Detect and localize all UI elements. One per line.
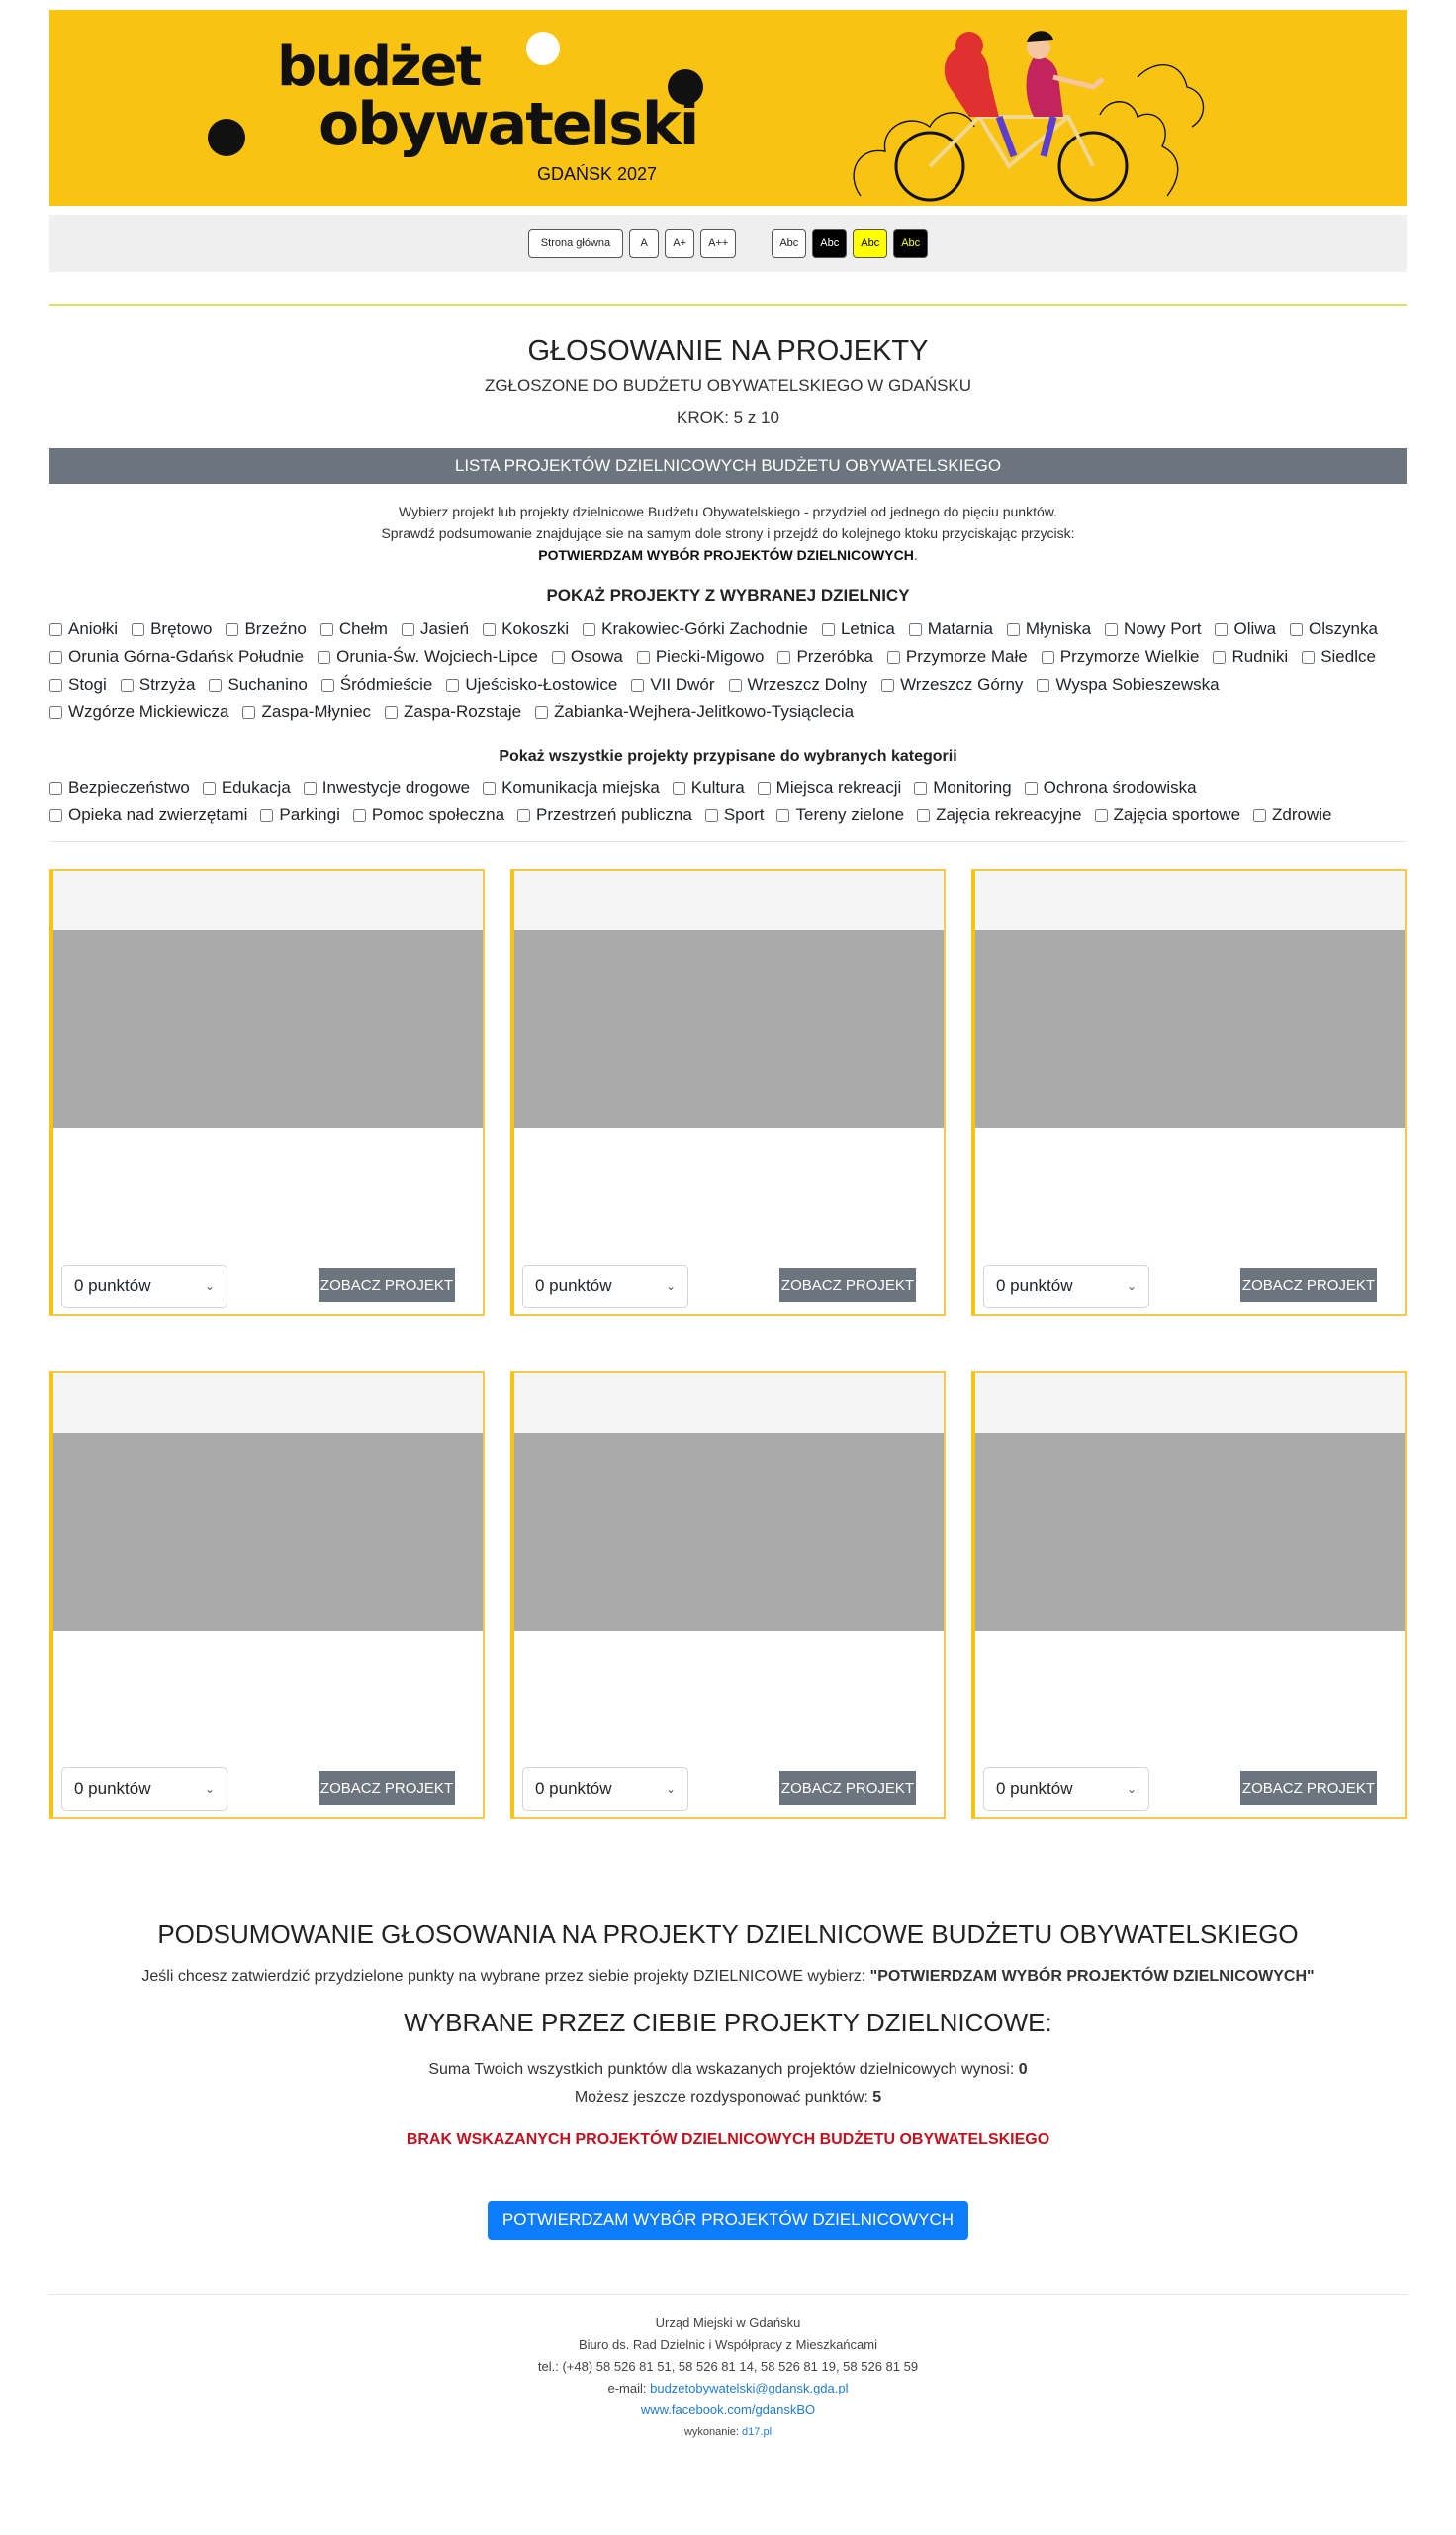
- font-size-large-button[interactable]: A+: [665, 229, 694, 258]
- category-filter-checkbox[interactable]: [758, 782, 771, 795]
- project-card-header: [975, 1373, 1405, 1433]
- category-filter-option[interactable]: [917, 805, 1081, 825]
- font-size-xlarge-button[interactable]: A++: [700, 229, 736, 258]
- district-filter-checkbox[interactable]: [1037, 679, 1049, 692]
- category-filter-checkbox[interactable]: [353, 809, 366, 822]
- project-card: [49, 869, 485, 1316]
- district-filter-checkbox[interactable]: [402, 623, 414, 636]
- district-filter-option[interactable]: [318, 647, 538, 667]
- category-filter-checkbox[interactable]: [49, 809, 62, 822]
- district-filter-option[interactable]: [226, 619, 306, 639]
- footer-dept: Biuro ds. Rad Dzielnic i Współpracy z Mieszkańcami: [579, 2337, 877, 2352]
- points-select-value: 0 punktów: [996, 1276, 1073, 1295]
- chevron-down-icon: ⌄: [665, 1279, 676, 1293]
- contrast-black-on-yellow-button[interactable]: Abc: [853, 229, 887, 258]
- district-filter-option[interactable]: [242, 703, 371, 722]
- accessibility-toolbar: [49, 215, 1407, 272]
- category-filter-label: Tereny zielone: [795, 805, 905, 824]
- district-filter-option[interactable]: [1105, 619, 1201, 639]
- project-image-placeholder: [975, 1433, 1405, 1631]
- chevron-down-icon: ⌄: [204, 1279, 215, 1293]
- district-filter-label: Oliwa: [1233, 619, 1276, 638]
- footer-email-link[interactable]: budzetobywatelski@gdansk.gda.pl: [650, 2381, 849, 2395]
- points-select[interactable]: [983, 1767, 1149, 1811]
- district-filter-checkbox[interactable]: [49, 706, 62, 719]
- category-filter-option[interactable]: [260, 805, 339, 825]
- district-filter-label: Wzgórze Mickiewicza: [68, 703, 229, 721]
- district-filter-label: VII Dwór: [650, 675, 715, 694]
- category-filter-label: Parkingi: [279, 805, 340, 824]
- district-filter-checkbox[interactable]: [1213, 651, 1226, 664]
- district-filter-option[interactable]: [121, 675, 196, 695]
- district-filter-option[interactable]: [132, 619, 212, 639]
- district-filter-checkbox[interactable]: [49, 679, 62, 692]
- district-filter-checkbox[interactable]: [209, 679, 222, 692]
- district-filter-label: Przeróbka: [796, 647, 873, 666]
- footer-tel: tel.: (+48) 58 526 81 51, 58 526 81 14, 58 526 81 19, 58 526 81 59: [537, 2359, 919, 2374]
- district-filter-checkbox[interactable]: [226, 623, 238, 636]
- district-filter-label: Nowy Port: [1124, 619, 1202, 638]
- district-filter-label: Wyspa Sobieszewska: [1055, 675, 1220, 694]
- project-image-placeholder: [514, 1433, 944, 1631]
- district-filter-checkbox[interactable]: [729, 679, 742, 692]
- chevron-down-icon: ⌄: [665, 1782, 676, 1796]
- district-filter-label: Chełm: [338, 619, 388, 638]
- category-filter-label: Sport: [723, 805, 765, 824]
- district-filter-checkbox[interactable]: [1105, 623, 1118, 636]
- district-filter-option[interactable]: [49, 675, 107, 695]
- view-project-button[interactable]: ZOBACZ PROJEKT: [779, 1268, 916, 1302]
- district-filter-label: Zaspa-Młyniec: [261, 703, 372, 721]
- logo-text-line1: budżet: [277, 35, 481, 99]
- category-filter-list: [49, 778, 1407, 825]
- district-filter-label: Młyniska: [1025, 619, 1092, 638]
- district-filter-label: Kokoszki: [501, 619, 570, 638]
- district-filter-checkbox[interactable]: [49, 651, 62, 664]
- category-filter-option[interactable]: [673, 778, 745, 798]
- district-filter-label: Olszynka: [1308, 619, 1378, 638]
- intro-line: Wybierz projekt lub projekty dzielnicowe Budżetu Obywatelskiego - przydziel od jednego do pięciu punktów.: [398, 504, 1057, 519]
- footer-facebook-link[interactable]: www.facebook.com/gdanskBO: [640, 2402, 816, 2417]
- district-filter-checkbox[interactable]: [1290, 623, 1303, 636]
- district-filter-label: Letnica: [840, 619, 895, 638]
- divider: [49, 841, 1407, 842]
- footer: Urząd Miejski w Gdańsku Biuro ds. Rad Dzielnic i Współpracy z Mieszkańcami tel.: (+48) 58 526 81 51, 58 526 81 14, 58 526 81 19, 58 526 81 59 e-mail: budzetobywatelski@gdansk.gda.pl www.facebook.com/gdanskBO wykonanie: d17.pl: [49, 2312, 1407, 2443]
- category-filter-checkbox[interactable]: [705, 809, 718, 822]
- district-filter-option[interactable]: [1037, 675, 1219, 695]
- category-filter-checkbox[interactable]: [917, 809, 930, 822]
- district-filter-option[interactable]: [1215, 619, 1276, 639]
- logo-dot-black: [208, 119, 245, 156]
- district-filter-option[interactable]: [777, 647, 872, 667]
- tandem-bicycle-illustration-icon: [841, 18, 1256, 206]
- district-filter-label: Przymorze Wielkie: [1059, 647, 1200, 666]
- district-filter-option[interactable]: [822, 619, 895, 639]
- points-select[interactable]: [522, 1767, 688, 1811]
- category-filter-label: Monitoring: [933, 778, 1012, 797]
- district-filter-label: Osowa: [570, 647, 623, 666]
- district-filter-label: Zaspa-Rozstaje: [404, 703, 522, 721]
- district-filter-list: [49, 619, 1407, 722]
- category-filter-option[interactable]: [517, 805, 692, 825]
- district-filter-label: Krakowiec-Górki Zachodnie: [601, 619, 808, 638]
- district-filter-option[interactable]: [1302, 647, 1376, 667]
- page-subtitle: ZGŁOSZONE DO BUDŻETU OBYWATELSKIEGO W GDAŃSKU: [484, 376, 972, 395]
- district-filter-checkbox[interactable]: [132, 623, 144, 636]
- points-summary: Suma Twoich wszystkich punktów dla wskazanych projektów dzielnicowych wynosi: 0 Możesz jeszcze rozdysponować punktów: 5: [428, 2061, 1028, 2106]
- category-filter-label: Edukacja: [221, 778, 291, 797]
- category-filter-label: Komunikacja miejska: [501, 778, 660, 797]
- district-filter-label: Orunia-Św. Wojciech-Lipce: [336, 647, 538, 666]
- district-filter-label: Aniołki: [68, 619, 119, 638]
- view-project-button[interactable]: ZOBACZ PROJEKT: [1240, 1771, 1377, 1805]
- category-filter-label: Opieka nad zwierzętami: [68, 805, 248, 824]
- project-card-header: [975, 871, 1405, 930]
- points-select-value: 0 punktów: [74, 1779, 151, 1798]
- view-project-button[interactable]: ZOBACZ PROJEKT: [318, 1771, 455, 1805]
- contrast-yellow-on-black-button[interactable]: Abc: [893, 229, 928, 258]
- header-banner: [49, 10, 1407, 206]
- district-filter-option[interactable]: [402, 619, 469, 639]
- category-filter-checkbox[interactable]: [49, 782, 62, 795]
- category-filter-option[interactable]: [49, 778, 190, 798]
- chosen-projects-title: WYBRANE PRZEZ CIEBIE PROJEKTY DZIELNICOWE:: [404, 2008, 1052, 2037]
- project-image-placeholder: [514, 930, 944, 1128]
- points-select[interactable]: [983, 1265, 1149, 1308]
- district-filter-label: Przymorze Małe: [905, 647, 1028, 666]
- district-filter-checkbox[interactable]: [446, 679, 459, 692]
- no-projects-message: BRAK WSKAZANYCH PROJEKTÓW DZIELNICOWYCH BUDŻETU OBYWATELSKIEGO: [406, 2131, 1050, 2148]
- category-filter-checkbox[interactable]: [673, 782, 685, 795]
- project-image-placeholder: [53, 1433, 483, 1631]
- category-filter-option[interactable]: [353, 805, 504, 825]
- district-filter-checkbox[interactable]: [637, 651, 650, 664]
- district-filter-option[interactable]: [483, 619, 569, 639]
- summary-title: PODSUMOWANIE GŁOSOWANIA NA PROJEKTY DZIELNICOWE BUDŻETU OBYWATELSKIEGO: [157, 1920, 1299, 1949]
- intro-text: [49, 501, 1407, 566]
- district-filter-label: Brzeźno: [244, 619, 307, 638]
- font-size-normal-button[interactable]: A: [629, 229, 659, 258]
- intro-confirm-label: POTWIERDZAM WYBÓR PROJEKTÓW DZIELNICOWYCH: [538, 547, 914, 563]
- district-filter-option[interactable]: [209, 675, 307, 695]
- category-filter-label: Inwestycje drogowe: [321, 778, 471, 797]
- district-filter-label: Stogi: [68, 675, 107, 694]
- district-filter-label: Piecki-Migowo: [655, 647, 765, 666]
- district-filter-label: Jasień: [419, 619, 470, 638]
- district-filter-option[interactable]: [1042, 647, 1200, 667]
- category-filter-label: Przestrzeń publiczna: [536, 805, 692, 824]
- category-filter-checkbox[interactable]: [260, 809, 273, 822]
- category-filter-option[interactable]: [1025, 778, 1197, 798]
- district-filter-checkbox[interactable]: [121, 679, 134, 692]
- district-filter-option[interactable]: [729, 675, 868, 695]
- district-filter-checkbox[interactable]: [1007, 623, 1020, 636]
- contrast-default-button[interactable]: Abc: [772, 229, 806, 258]
- district-filter-checkbox[interactable]: [1042, 651, 1054, 664]
- district-filter-label: Strzyża: [138, 675, 196, 694]
- category-filter-checkbox[interactable]: [1095, 809, 1108, 822]
- footer-org: Urząd Miejski w Gdańsku: [655, 2315, 801, 2330]
- points-select-value: 0 punktów: [535, 1779, 612, 1798]
- district-filter-label: Suchanino: [228, 675, 308, 694]
- points-select[interactable]: [61, 1265, 228, 1308]
- category-filter-option[interactable]: [758, 778, 902, 798]
- category-filter-option[interactable]: [1095, 805, 1241, 825]
- summary-note-bold: "POTWIERDZAM WYBÓR PROJEKTÓW DZIELNICOWYCH": [869, 1968, 1315, 1985]
- district-filter-option[interactable]: [535, 703, 854, 722]
- points-remaining-value: 5: [872, 2089, 882, 2106]
- divider: [49, 304, 1407, 306]
- district-filter-checkbox[interactable]: [552, 651, 565, 664]
- chevron-down-icon: ⌄: [1126, 1279, 1137, 1293]
- points-select-value: 0 punktów: [535, 1276, 612, 1295]
- project-image-placeholder: [975, 930, 1405, 1128]
- district-filter-label: Rudniki: [1231, 647, 1289, 666]
- project-card: [510, 869, 946, 1316]
- chevron-down-icon: ⌄: [1126, 1782, 1137, 1796]
- district-filter-checkbox[interactable]: [242, 706, 255, 719]
- district-filter-checkbox[interactable]: [822, 623, 835, 636]
- district-filter-option[interactable]: [552, 647, 623, 667]
- project-grid: [49, 869, 1407, 1819]
- district-filter-checkbox[interactable]: [777, 651, 790, 664]
- home-button[interactable]: Strona główna: [528, 229, 623, 258]
- district-filter-label: Matarnia: [927, 619, 993, 638]
- district-filter-label: Żabianka-Wejhera-Jelitkowo-Tysiąclecia: [554, 703, 855, 721]
- district-filter-checkbox[interactable]: [321, 679, 334, 692]
- divider: [49, 2294, 1407, 2295]
- district-filter-checkbox[interactable]: [1302, 651, 1315, 664]
- points-select-value: 0 punktów: [996, 1779, 1073, 1798]
- district-filter-checkbox[interactable]: [535, 706, 548, 719]
- intro-line: Sprawdź podsumowanie znajdujące sie na samym dole strony i przejdź do kolejnego ktoku przyciskając przycisk:: [381, 525, 1075, 541]
- category-filter-option[interactable]: [1253, 805, 1331, 825]
- district-filter-checkbox[interactable]: [49, 623, 62, 636]
- category-filter-checkbox[interactable]: [203, 782, 216, 795]
- district-filter-checkbox[interactable]: [385, 706, 398, 719]
- district-filter-label: Wrzeszcz Dolny: [747, 675, 868, 694]
- district-filter-option[interactable]: [321, 675, 433, 695]
- logo-dot-white: [526, 32, 560, 65]
- district-filter-label: Orunia Górna-Gdańsk Południe: [68, 647, 305, 666]
- view-project-button[interactable]: ZOBACZ PROJEKT: [779, 1771, 916, 1805]
- page-title: GŁOSOWANIE NA PROJEKTY: [527, 335, 929, 367]
- step-indicator: KROK: 5 z 10: [677, 408, 779, 426]
- project-card: [971, 869, 1407, 1316]
- category-filter-label: Pomoc społeczna: [371, 805, 505, 824]
- category-filter-label: Zajęcia sportowe: [1113, 805, 1241, 824]
- category-filter-checkbox[interactable]: [1025, 782, 1038, 795]
- district-filter-label: Wrzeszcz Górny: [900, 675, 1024, 694]
- district-filter-option[interactable]: [909, 619, 993, 639]
- logo-city: GDAŃSK 2027: [537, 164, 658, 184]
- category-filter-option[interactable]: [49, 805, 247, 825]
- contrast-white-on-black-button[interactable]: Abc: [812, 229, 847, 258]
- district-filter-option[interactable]: [446, 675, 617, 695]
- points-sum-value: 0: [1018, 2061, 1028, 2078]
- district-filter-option[interactable]: [1213, 647, 1288, 667]
- footer-credit-link[interactable]: d17.pl: [742, 2426, 773, 2438]
- district-filter-label: Śródmieście: [339, 675, 433, 694]
- district-filter-option[interactable]: [583, 619, 808, 639]
- view-project-button[interactable]: ZOBACZ PROJEKT: [1240, 1268, 1377, 1302]
- summary-note: Jeśli chcesz zatwierdzić przydzielone punkty na wybrane przez siebie projekty DZIELNICOWE wybierz: "POTWIERDZAM WYBÓR PROJEKTÓW DZIELNICOWYCH": [141, 1968, 1315, 1985]
- points-select-value: 0 punktów: [74, 1276, 151, 1295]
- category-filter-checkbox[interactable]: [517, 809, 530, 822]
- category-filter-label: Ochrona środowiska: [1043, 778, 1197, 797]
- project-card-header: [514, 1373, 944, 1433]
- district-filter-checkbox[interactable]: [881, 679, 894, 692]
- category-filter-checkbox[interactable]: [304, 782, 317, 795]
- district-filter-option[interactable]: [887, 647, 1028, 667]
- district-filter-label: Ujeścisko-Łostowice: [465, 675, 618, 694]
- district-filter-checkbox[interactable]: [320, 623, 333, 636]
- project-card-header: [53, 871, 483, 930]
- district-filter-option[interactable]: [49, 619, 118, 639]
- district-filter-checkbox[interactable]: [583, 623, 595, 636]
- district-filter-option[interactable]: [631, 675, 714, 695]
- category-filter-option[interactable]: [705, 805, 765, 825]
- chevron-down-icon: ⌄: [204, 1782, 215, 1796]
- category-filter-checkbox[interactable]: [1253, 809, 1266, 822]
- districts-heading: POKAŻ PROJEKTY Z WYBRANEJ DZIELNICY: [546, 586, 910, 605]
- category-filter-label: Kultura: [690, 778, 745, 797]
- points-select[interactable]: [61, 1767, 228, 1811]
- category-filter-option[interactable]: [914, 778, 1011, 798]
- district-filter-checkbox[interactable]: [909, 623, 922, 636]
- intro-line: POTWIERDZAM WYBÓR PROJEKTÓW DZIELNICOWYCH.: [538, 547, 918, 563]
- district-filter-label: Brętowo: [150, 619, 213, 638]
- category-filter-option[interactable]: [203, 778, 291, 798]
- category-filter-label: Miejsca rekreacji: [775, 778, 902, 797]
- district-filter-checkbox[interactable]: [1215, 623, 1228, 636]
- section-bar: LISTA PROJEKTÓW DZIELNICOWYCH BUDŻETU OBYWATELSKIEGO: [49, 448, 1407, 484]
- district-filter-checkbox[interactable]: [318, 651, 330, 664]
- district-filter-option[interactable]: [49, 703, 228, 722]
- view-project-button[interactable]: ZOBACZ PROJEKT: [318, 1268, 455, 1302]
- category-filter-checkbox[interactable]: [914, 782, 927, 795]
- category-filter-label: Zdrowie: [1272, 805, 1332, 824]
- district-filter-option[interactable]: [637, 647, 765, 667]
- district-filter-option[interactable]: [320, 619, 388, 639]
- district-filter-checkbox[interactable]: [483, 623, 496, 636]
- project-card: [49, 1371, 485, 1819]
- category-filter-label: Bezpieczeństwo: [68, 778, 190, 797]
- district-filter-option[interactable]: [49, 647, 304, 667]
- project-card: [510, 1371, 946, 1819]
- district-filter-label: Siedlce: [1320, 647, 1376, 666]
- district-filter-option[interactable]: [1007, 619, 1091, 639]
- category-filter-checkbox[interactable]: [776, 809, 789, 822]
- categories-heading: Pokaż wszystkie projekty przypisane do wybranych kategorii: [499, 748, 957, 765]
- category-filter-label: Zajęcia rekreacyjne: [936, 805, 1082, 824]
- category-filter-checkbox[interactable]: [483, 782, 496, 795]
- logo-text-line2: obywatelski: [318, 90, 698, 159]
- project-image-placeholder: [53, 930, 483, 1128]
- project-card: [971, 1371, 1407, 1819]
- district-filter-checkbox[interactable]: [631, 679, 644, 692]
- category-filter-option[interactable]: [483, 778, 660, 798]
- district-filter-option[interactable]: [1290, 619, 1378, 639]
- category-filter-option[interactable]: [776, 805, 904, 825]
- category-filter-option[interactable]: [304, 778, 470, 798]
- project-card-header: [514, 871, 944, 930]
- project-card-header: [53, 1373, 483, 1433]
- district-filter-option[interactable]: [385, 703, 521, 722]
- points-select[interactable]: [522, 1265, 688, 1308]
- confirm-selection-button[interactable]: POTWIERDZAM WYBÓR PROJEKTÓW DZIELNICOWYCH: [488, 2201, 968, 2240]
- district-filter-option[interactable]: [881, 675, 1023, 695]
- district-filter-checkbox[interactable]: [887, 651, 900, 664]
